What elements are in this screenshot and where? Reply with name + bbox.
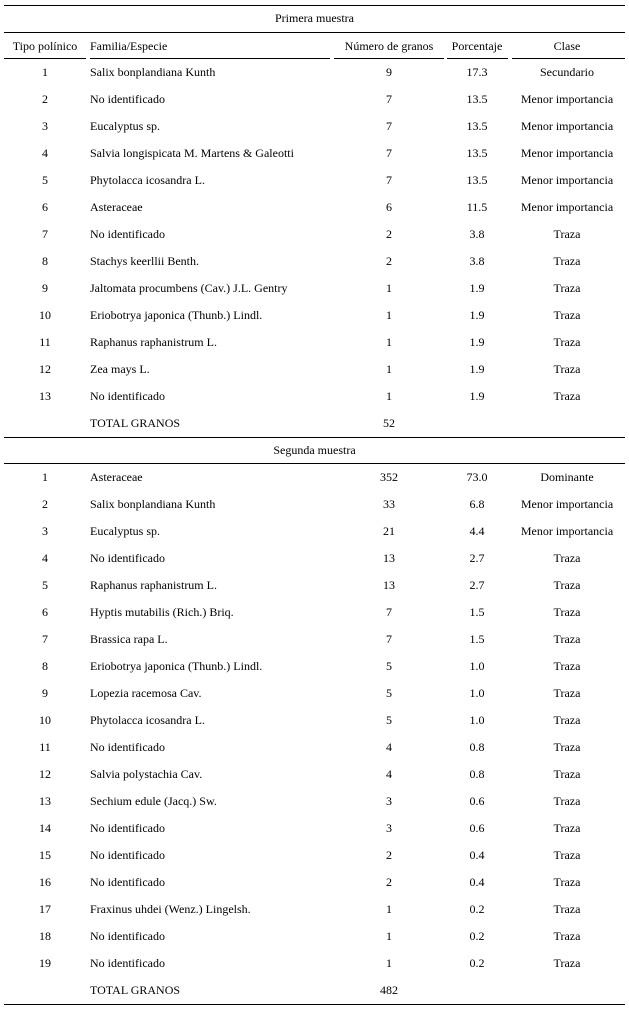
cell-porcentaje: 13.5: [466, 92, 488, 106]
cell-porcentaje: 0.2: [469, 902, 485, 916]
header-clase: Clase: [553, 39, 581, 53]
cell-numero: 3: [386, 821, 392, 835]
total-value: 482: [380, 983, 398, 997]
cell-porcentaje: 13.5: [466, 173, 488, 187]
cell-familia: No identificado: [90, 389, 165, 403]
cell-numero: 1: [386, 389, 392, 403]
cell-porcentaje: 0.6: [469, 794, 485, 808]
cell-porcentaje: 2.7: [469, 578, 485, 592]
cell-numero: 7: [386, 119, 392, 133]
cell-familia: Asteraceae: [90, 200, 143, 214]
cell-tipo: 11: [39, 335, 51, 349]
cell-familia: Fraxinus uhdei (Wenz.) Lingelsh.: [90, 902, 251, 916]
table-row: [4, 923, 625, 950]
cell-numero: 13: [383, 578, 395, 592]
cell-numero: 9: [386, 65, 392, 79]
cell-familia: No identificado: [90, 929, 165, 943]
cell-porcentaje: 1.5: [469, 605, 485, 619]
cell-porcentaje: 17.3: [466, 65, 488, 79]
header-row: [4, 32, 625, 59]
table-row: [4, 464, 625, 491]
table-row: [4, 518, 625, 545]
cell-porcentaje: 0.4: [469, 848, 485, 862]
cell-tipo: 9: [42, 686, 48, 700]
cell-numero: 1: [386, 902, 392, 916]
cell-familia: No identificado: [90, 227, 165, 241]
cell-numero: 1: [386, 281, 392, 295]
section-title-text: Segunda muestra: [273, 443, 356, 457]
cell-clase: Menor importancia: [520, 173, 614, 187]
cell-porcentaje: 11.5: [466, 200, 488, 214]
cell-clase: Menor importancia: [520, 497, 614, 511]
cell-numero: 1: [386, 929, 392, 943]
cell-tipo: 19: [39, 956, 51, 970]
cell-clase: Traza: [553, 821, 581, 835]
cell-familia: Salvia longispicata M. Martens & Galeotti: [90, 146, 294, 160]
header-tipo: Tipo polínico: [12, 39, 78, 53]
cell-numero: 2: [386, 875, 392, 889]
cell-familia: Jaltomata procumbens (Cav.) J.L. Gentry: [90, 281, 288, 295]
cell-clase: Menor importancia: [520, 200, 614, 214]
cell-clase: Traza: [553, 902, 581, 916]
table-row: [4, 167, 625, 194]
cell-familia: No identificado: [90, 848, 165, 862]
table-row: [4, 950, 625, 977]
cell-porcentaje: 13.5: [466, 119, 488, 133]
cell-numero: 4: [386, 740, 392, 754]
cell-numero: 1: [386, 335, 392, 349]
cell-porcentaje: 0.2: [469, 929, 485, 943]
cell-numero: 4: [386, 767, 392, 781]
cell-familia: No identificado: [90, 92, 165, 106]
table-row: [4, 113, 625, 140]
cell-tipo: 11: [39, 740, 51, 754]
cell-porcentaje: 1.9: [469, 281, 485, 295]
cell-familia: No identificado: [90, 956, 165, 970]
cell-numero: 5: [386, 659, 392, 673]
cell-tipo: 3: [42, 119, 48, 133]
cell-porcentaje: 73.0: [466, 470, 488, 484]
cell-numero: 3: [386, 794, 392, 808]
table-row: [4, 815, 625, 842]
cell-clase: Traza: [553, 929, 581, 943]
total-row-primera: [4, 410, 625, 437]
header-familia: Familia/Especie: [90, 39, 168, 53]
cell-tipo: 3: [42, 524, 48, 538]
cell-porcentaje: 0.8: [469, 767, 485, 781]
cell-tipo: 15: [39, 848, 51, 862]
cell-tipo: 5: [42, 578, 48, 592]
table-row: [4, 194, 625, 221]
cell-numero: 2: [386, 227, 392, 241]
cell-clase: Traza: [553, 254, 581, 268]
cell-numero: 7: [386, 146, 392, 160]
cell-clase: Traza: [553, 848, 581, 862]
header-porcentaje: Porcentaje: [451, 39, 503, 53]
cell-tipo: 13: [39, 389, 51, 403]
cell-tipo: 6: [42, 605, 48, 619]
table-row: [4, 761, 625, 788]
cell-numero: 2: [386, 848, 392, 862]
cell-porcentaje: 1.9: [469, 308, 485, 322]
cell-numero: 1: [386, 362, 392, 376]
table-row: [4, 221, 625, 248]
cell-clase: Menor importancia: [520, 146, 614, 160]
cell-clase: Traza: [553, 875, 581, 889]
cell-porcentaje: 0.2: [469, 956, 485, 970]
cell-familia: Salix bonplandiana Kunth: [90, 65, 216, 79]
cell-numero: 1: [386, 956, 392, 970]
cell-tipo: 1: [42, 470, 48, 484]
table-row: [4, 842, 625, 869]
cell-clase: Traza: [553, 389, 581, 403]
cell-familia: Lopezia racemosa Cav.: [90, 686, 202, 700]
table-row: [4, 275, 625, 302]
cell-porcentaje: 0.6: [469, 821, 485, 835]
cell-tipo: 8: [42, 659, 48, 673]
cell-clase: Traza: [553, 713, 581, 727]
cell-clase: Menor importancia: [520, 92, 614, 106]
cell-tipo: 7: [42, 227, 48, 241]
cell-numero: 1: [386, 308, 392, 322]
cell-numero: 6: [386, 200, 392, 214]
cell-porcentaje: 0.4: [469, 875, 485, 889]
cell-numero: 7: [386, 92, 392, 106]
cell-porcentaje: 1.5: [469, 632, 485, 646]
header-numero: Número de granos: [344, 39, 434, 53]
cell-porcentaje: 3.8: [469, 227, 485, 241]
cell-clase: Traza: [553, 578, 581, 592]
cell-familia: Eriobotrya japonica (Thunb.) Lindl.: [90, 659, 263, 673]
cell-porcentaje: 1.0: [469, 713, 485, 727]
cell-tipo: 12: [39, 767, 51, 781]
table-row: [4, 356, 625, 383]
cell-familia: Sechium edule (Jacq.) Sw.: [90, 794, 217, 808]
table-row: [4, 59, 625, 86]
cell-familia: Eriobotrya japonica (Thunb.) Lindl.: [90, 308, 263, 322]
cell-numero: 13: [383, 551, 395, 565]
cell-familia: Raphanus raphanistrum L.: [90, 335, 217, 349]
cell-familia: No identificado: [90, 551, 165, 565]
cell-porcentaje: 1.9: [469, 335, 485, 349]
table-row: [4, 653, 625, 680]
cell-numero: 7: [386, 632, 392, 646]
cell-numero: 7: [386, 173, 392, 187]
cell-porcentaje: 4.4: [469, 524, 485, 538]
table-row: [4, 140, 625, 167]
cell-clase: Traza: [553, 767, 581, 781]
total-label: TOTAL GRANOS: [90, 416, 181, 430]
cell-clase: Traza: [553, 308, 581, 322]
total-row-segunda: [4, 977, 625, 1005]
table-row: [4, 626, 625, 653]
cell-tipo: 1: [42, 65, 48, 79]
cell-clase: Menor importancia: [520, 119, 614, 133]
cell-numero: 21: [383, 524, 395, 538]
cell-tipo: 18: [39, 929, 51, 943]
cell-familia: Hyptis mutabilis (Rich.) Briq.: [90, 605, 234, 619]
cell-familia: Eucalyptus sp.: [90, 524, 160, 538]
table-row: [4, 86, 625, 113]
cell-porcentaje: 13.5: [466, 146, 488, 160]
cell-familia: Zea mays L.: [90, 362, 150, 376]
cell-tipo: 16: [39, 875, 51, 889]
cell-numero: 33: [383, 497, 395, 511]
cell-clase: Traza: [553, 686, 581, 700]
table-row: [4, 329, 625, 356]
table-row: [4, 680, 625, 707]
section-primera-body: [4, 59, 625, 410]
cell-tipo: 7: [42, 632, 48, 646]
cell-porcentaje: 1.9: [469, 389, 485, 403]
cell-clase: Dominante: [540, 470, 594, 484]
table-row: [4, 896, 625, 923]
cell-clase: Traza: [553, 632, 581, 646]
cell-tipo: 4: [42, 551, 48, 565]
cell-tipo: 12: [39, 362, 51, 376]
section-title-segunda: [4, 437, 625, 464]
section-title-primera: [4, 5, 625, 32]
cell-tipo: 2: [42, 92, 48, 106]
cell-tipo: 10: [39, 308, 51, 322]
cell-clase: Traza: [553, 362, 581, 376]
cell-tipo: 4: [42, 146, 48, 160]
cell-porcentaje: 2.7: [469, 551, 485, 565]
section-title-text: Primera muestra: [275, 11, 354, 25]
cell-porcentaje: 1.9: [469, 362, 485, 376]
cell-familia: Asteraceae: [90, 470, 143, 484]
total-label: TOTAL GRANOS: [90, 983, 181, 997]
cell-clase: Traza: [553, 281, 581, 295]
table-row: [4, 572, 625, 599]
cell-familia: No identificado: [90, 821, 165, 835]
cell-tipo: 6: [42, 200, 48, 214]
table-row: [4, 707, 625, 734]
cell-porcentaje: 1.0: [469, 659, 485, 673]
table-row: [4, 869, 625, 896]
cell-clase: Traza: [553, 605, 581, 619]
cell-numero: 7: [386, 605, 392, 619]
cell-familia: Phytolacca icosandra L.: [90, 713, 205, 727]
cell-familia: Stachys keerllii Benth.: [90, 254, 199, 268]
cell-familia: Salvia polystachia Cav.: [90, 767, 203, 781]
cell-clase: Traza: [553, 227, 581, 241]
cell-numero: 2: [386, 254, 392, 268]
cell-familia: Brassica rapa L.: [90, 632, 168, 646]
cell-clase: Traza: [553, 335, 581, 349]
table-row: [4, 734, 625, 761]
cell-familia: Eucalyptus sp.: [90, 119, 160, 133]
cell-porcentaje: 3.8: [469, 254, 485, 268]
cell-tipo: 8: [42, 254, 48, 268]
table-row: [4, 383, 625, 410]
cell-familia: Phytolacca icosandra L.: [90, 173, 205, 187]
cell-familia: Raphanus raphanistrum L.: [90, 578, 217, 592]
cell-numero: 5: [386, 686, 392, 700]
table-row: [4, 545, 625, 572]
cell-porcentaje: 6.8: [469, 497, 485, 511]
table-row: [4, 302, 625, 329]
cell-clase: Traza: [553, 659, 581, 673]
cell-clase: Traza: [553, 794, 581, 808]
cell-clase: Secundario: [540, 65, 594, 79]
cell-clase: Menor importancia: [520, 524, 614, 538]
cell-tipo: 5: [42, 173, 48, 187]
cell-tipo: 17: [39, 902, 51, 916]
table-row: [4, 599, 625, 626]
cell-porcentaje: 0.8: [469, 740, 485, 754]
cell-tipo: 14: [39, 821, 51, 835]
cell-porcentaje: 1.0: [469, 686, 485, 700]
cell-tipo: 9: [42, 281, 48, 295]
pollen-table: [4, 5, 625, 1005]
cell-clase: Traza: [553, 551, 581, 565]
cell-clase: Traza: [553, 740, 581, 754]
cell-familia: No identificado: [90, 740, 165, 754]
table-row: [4, 491, 625, 518]
cell-clase: Traza: [553, 956, 581, 970]
table-row: [4, 788, 625, 815]
section-segunda-body: [4, 464, 625, 977]
table-row: [4, 248, 625, 275]
cell-numero: 352: [380, 470, 398, 484]
cell-tipo: 10: [39, 713, 51, 727]
cell-tipo: 13: [39, 794, 51, 808]
total-value: 52: [383, 416, 395, 430]
cell-numero: 5: [386, 713, 392, 727]
cell-familia: No identificado: [90, 875, 165, 889]
cell-tipo: 2: [42, 497, 48, 511]
cell-familia: Salix bonplandiana Kunth: [90, 497, 216, 511]
